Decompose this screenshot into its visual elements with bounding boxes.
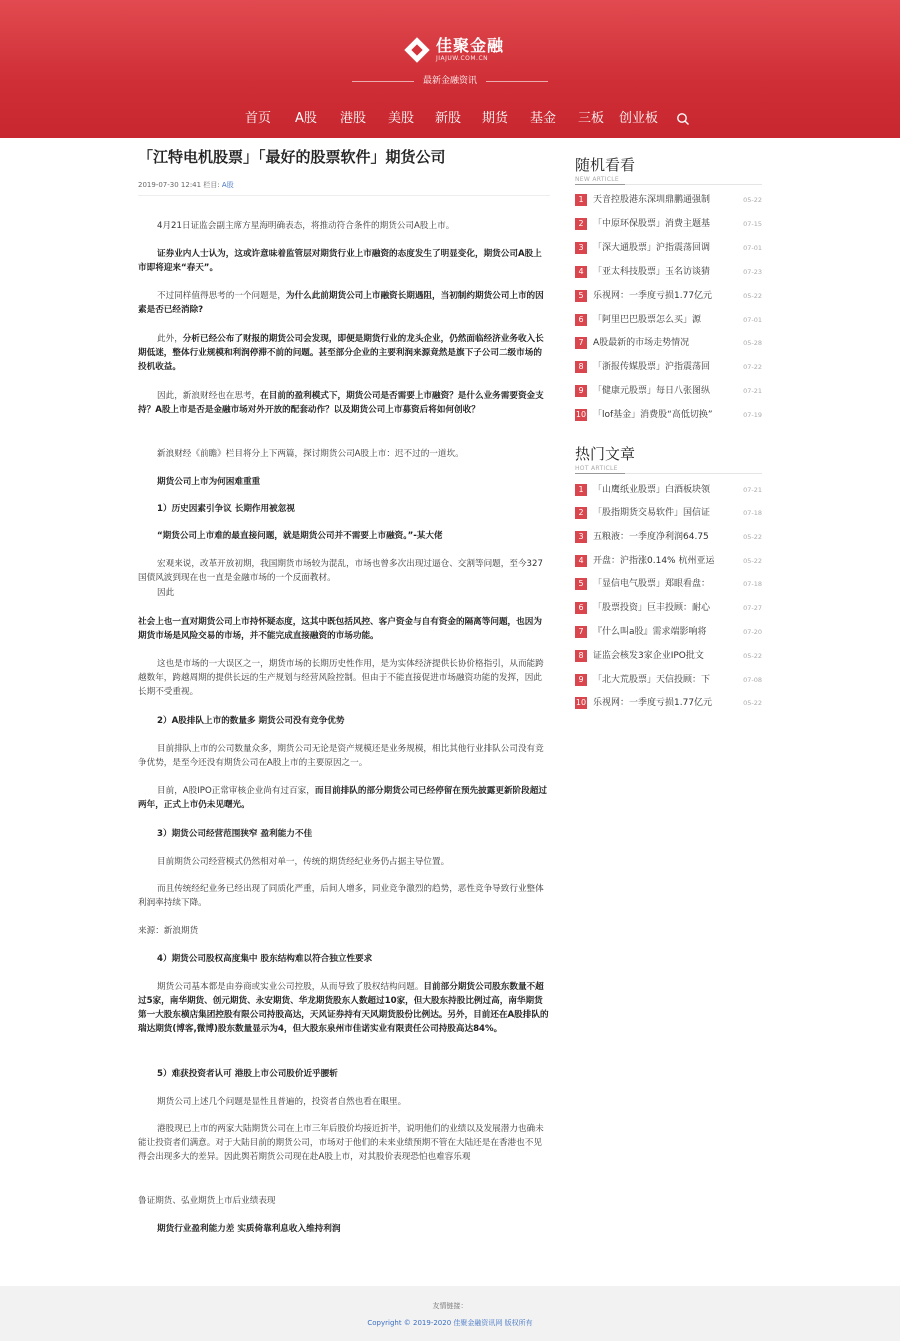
article-paragraph: 4月21日证监会副主席方星海明确表态，将推动符合条件的期货公司A股上市。 xyxy=(157,221,455,231)
list-item[interactable] xyxy=(575,313,762,327)
article-link[interactable]: 『什么叫a股』需求端影响将 xyxy=(593,627,707,637)
article-date: 07-18 xyxy=(743,509,762,517)
section-heading: 1）历史因素引争议 长期作用被忽视 xyxy=(157,504,295,514)
article-datetime: 2019-07-30 12:41 xyxy=(138,181,202,189)
list-item[interactable] xyxy=(575,554,762,568)
search-icon[interactable] xyxy=(676,112,690,126)
article-date: 05-22 xyxy=(743,699,762,707)
list-item[interactable] xyxy=(575,577,762,591)
article-link[interactable]: 「显信电气股票」郑眼看盘： xyxy=(593,579,711,589)
rank-badge: 9 xyxy=(575,674,587,686)
section-heading: 期货公司上市为何困难重重 xyxy=(157,477,261,487)
article-link[interactable]: 开盘：沪指涨0.14% 杭州亚运 xyxy=(593,556,715,566)
article-paragraph: 新浪财经《前瞻》栏目将分上下两篇，探讨期货公司A股上市：迟不过的一道坎。 xyxy=(157,449,464,459)
article-date: 05-22 xyxy=(743,196,762,204)
article-paragraph: 不过同样值得思考的一个问题是，为什么此前期货公司上市融资长期遇阻，当初制约期货公司上市的因素是否已经消除? xyxy=(138,291,544,315)
article-paragraph: 社会上也一直对期货公司上市持怀疑态度，这其中既包括风控、客户资金与自有资金的隔离等问题，也因为期货市场是风险交易的市场，并不能完成直接融资的市场功能。 xyxy=(138,617,542,641)
rank-badge: 7 xyxy=(575,337,587,349)
article-date: 07-22 xyxy=(743,363,762,371)
rank-badge: 1 xyxy=(575,194,587,206)
article-source: 来源：新浪期货 xyxy=(138,926,199,936)
nav-item-home[interactable]: 首页 xyxy=(245,111,272,126)
rank-badge: 5 xyxy=(575,290,587,302)
article-link[interactable]: 「山鹰纸业股票」白酒板块领 xyxy=(593,485,711,495)
list-item[interactable] xyxy=(575,336,762,350)
article-date: 05-22 xyxy=(743,292,762,300)
article-link[interactable]: 天音控股港东深圳鼎鹏通强制 xyxy=(593,195,711,205)
site-domain: JIAJUW.COM.CN xyxy=(436,55,489,62)
article-link[interactable]: 乐视网：一季度亏损1.77亿元 xyxy=(593,698,713,708)
rank-badge: 9 xyxy=(575,385,587,397)
divider xyxy=(138,195,550,196)
article-date: 07-21 xyxy=(743,486,762,494)
article-link[interactable]: 「浙报传媒股票」沪指震荡回 xyxy=(593,362,711,372)
nav-item-third-board[interactable]: 三板 xyxy=(578,111,605,126)
list-item[interactable] xyxy=(575,625,762,639)
article-paragraph: 宏观来说，改革开放初期，我国期货市场较为混乱，市场也曾多次出现过逼仓、交割等问题，至今327国债风波到现在也一直是金融市场的一个反面教材。 xyxy=(138,559,543,583)
site-name: 佳聚金融 xyxy=(436,36,505,55)
article-link[interactable]: 乐视网：一季度亏损1.77亿元 xyxy=(593,291,713,301)
random-articles-subtitle: NEW ARTICLE xyxy=(575,176,620,183)
nav-item-hk-stocks[interactable]: 港股 xyxy=(340,111,367,126)
rank-badge: 4 xyxy=(575,266,587,278)
list-item[interactable] xyxy=(575,289,762,303)
nav-item-funds[interactable]: 基金 xyxy=(530,111,557,126)
rank-badge: 6 xyxy=(575,602,587,614)
article-paragraph: 而且传统经纪业务已经出现了同质化严重，后间人增多，同业竞争激烈的趋势，恶性竞争导致行业整体利润率持续下降。 xyxy=(138,884,544,908)
article-link[interactable]: 证监会核发3家企业IPO批文 xyxy=(593,651,704,661)
rank-badge: 8 xyxy=(575,650,587,662)
article-date: 05-22 xyxy=(743,557,762,565)
article-meta xyxy=(138,180,234,190)
rank-badge: 7 xyxy=(575,626,587,638)
site-tagline: 最新金融资讯 xyxy=(422,76,477,86)
category-label: 栏目: xyxy=(203,181,220,189)
article-date: 07-18 xyxy=(743,580,762,588)
section-heading: 2）A股排队上市的数量多 期货公司没有竞争优势 xyxy=(157,716,345,726)
section-heading: 3）期货公司经营范围狭窄 盈利能力不佳 xyxy=(157,829,313,839)
article-title: 「江特电机股票」「最好的股票软件」期货公司 xyxy=(138,148,446,166)
article-link[interactable]: 「亚太科技股票」玉名访谈猜 xyxy=(593,267,711,277)
rank-badge: 10 xyxy=(575,410,587,419)
article-date: 07-19 xyxy=(743,411,762,419)
article-link[interactable]: 「健康元股票」每日八张图纵 xyxy=(593,386,711,396)
list-item[interactable] xyxy=(575,265,762,279)
list-item[interactable] xyxy=(575,483,762,497)
section-heading: 4）期货公司股权高度集中 股东结构难以符合独立性要求 xyxy=(157,954,373,964)
rank-badge: 4 xyxy=(575,555,587,567)
article-paragraph: 证券业内人士认为，这或许意味着监管层对期货行业上市融资的态度发生了明显变化，期货公司A股上市即将迎来“春天”。 xyxy=(138,249,542,273)
article-link[interactable]: 「中原环保股票」消费主题基 xyxy=(593,219,711,229)
section-heading: 5）难获投资者认可 港股上市公司股价近乎腰斩 xyxy=(157,1069,338,1079)
article-link[interactable]: 「北大荒股票」天信投顾：下 xyxy=(593,675,711,685)
site-logo[interactable] xyxy=(404,37,504,63)
article-date: 05-22 xyxy=(743,652,762,660)
article-paragraph: 目前期货公司经营模式仍然相对单一，传统的期货经纪业务仍占据主导位置。 xyxy=(157,857,450,867)
list-item[interactable] xyxy=(575,673,762,687)
article-quote: “期货公司上市难的最直接问题，就是期货公司并不需要上市融资。”-某大佬 xyxy=(157,531,443,541)
article-date: 05-22 xyxy=(743,533,762,541)
nav-item-a-shares[interactable]: A股 xyxy=(295,111,317,126)
article-date: 07-20 xyxy=(743,628,762,636)
random-articles-title: 随机看看 xyxy=(575,156,636,174)
article-paragraph: 因此 xyxy=(157,588,175,598)
list-item[interactable] xyxy=(575,360,762,374)
article-paragraph: 目前排队上市的公司数量众多，期货公司无论是资产规模还是业务规模，相比其他行业排队公司没有竞争优势，是至今还没有期货公司在A股上市的主要原因之一。 xyxy=(138,744,544,768)
article-date: 07-01 xyxy=(743,316,762,324)
article-paragraph: 港股现已上市的两家大陆期货公司在上市三年后股价均接近折半，说明他们的业绩以及发展潜力也确未能让投资者们满意。对于大陆目前的期货公司，市场对于他们的未来业绩预期不管在大陆还是在香港也不见得会出现多大的差异。因此舆若期货公司现在赴A股上市，对其股价表现恐怕也难容乐观 xyxy=(138,1124,544,1162)
article-paragraph: 期货公司基本都是由券商或实业公司控股，从而导致了股权结构问题。目前部分期货公司股东数量不超过5家，南华期货、创元期货、永安期货、华龙期货股东人数超过10家，但大股东持股比例过高，南华期货第一大股东横店集团控股有限公司持股高达，天风证券持有天风期货股份比例达。另外，目前还在A股排队的瑞达期货(博客,微博)股东数量显示为4，但大股东泉州市佳诺实业有限责任公司持股高达84%。 xyxy=(138,982,549,1034)
list-item[interactable] xyxy=(575,601,762,615)
article-paragraph: 鲁证期货、弘业期货上市后业绩表现 xyxy=(138,1196,276,1206)
list-item[interactable] xyxy=(575,696,762,710)
logo-diamond-icon xyxy=(404,37,430,63)
nav-item-us-stocks[interactable]: 美股 xyxy=(388,111,415,126)
article-paragraph: 此外，分析已经公布了财报的期货公司会发现，即便是期货行业的龙头企业，仍然面临经济业务收入长期低迷，整体行业规模和利润停滞不前的问题。甚至部分企业的主要利润来源竟然是旗下子公司二级市场的投机收益。 xyxy=(138,334,544,372)
list-item[interactable] xyxy=(575,530,762,544)
divider xyxy=(575,184,762,185)
article-date: 07-15 xyxy=(743,220,762,228)
rank-badge: 1 xyxy=(575,484,587,496)
site-header xyxy=(0,0,900,138)
article-link[interactable]: 「深大通股票」沪指震荡回调 xyxy=(593,243,711,253)
article-link[interactable]: 「股指期货交易软件」国信证 xyxy=(593,508,711,518)
divider xyxy=(486,81,548,82)
list-item[interactable] xyxy=(575,506,762,520)
article-paragraph: 期货公司上述几个问题是显性且普遍的，投资者自然也看在眼里。 xyxy=(157,1097,407,1107)
list-item[interactable] xyxy=(575,241,762,255)
nav-item-new-stocks[interactable]: 新股 xyxy=(435,111,462,126)
list-item[interactable] xyxy=(575,649,762,663)
site-footer xyxy=(0,1286,900,1341)
rank-badge: 5 xyxy=(575,578,587,590)
nav-item-chinext[interactable]: 创业板 xyxy=(619,111,659,126)
article-date: 07-08 xyxy=(743,676,762,684)
copyright-text[interactable]: Copyright © 2019-2020 佳聚金融资讯网 版权所有 xyxy=(367,1319,533,1327)
divider xyxy=(575,473,762,474)
article-paragraph: 这也是市场的一大误区之一，期货市场的长期历史性作用，是为实体经济提供长协价格指引，从而能跨越数年，跨越周期的提供长远的生产规划与经营风险控制。但由于不能直接促进市场融资功能的发挥，因此长期不受重视。 xyxy=(138,659,544,697)
rank-badge: 2 xyxy=(575,218,587,230)
article-paragraph: 因此，新浪财经也在思考，在目前的盈利模式下，期货公司是否需要上市融资？是什么业务需要资金支持？A股上市是否是金融市场对外开放的配套动作？以及期货公司上市募资后将如何创收？ xyxy=(138,391,544,415)
rank-badge: 8 xyxy=(575,361,587,373)
friend-links-label: 友情链接： xyxy=(432,1302,468,1310)
tagline-row xyxy=(352,74,548,88)
rank-badge: 3 xyxy=(575,242,587,254)
article-link[interactable]: 「lof基金」消费股“高低切换” xyxy=(593,410,713,420)
hot-articles-title: 热门文章 xyxy=(575,445,636,463)
article-date: 07-23 xyxy=(743,268,762,276)
article-category-link[interactable]: A股 xyxy=(221,181,234,189)
article-link[interactable]: 「股票投资」巨丰投顾：耐心 xyxy=(593,603,711,613)
rank-badge: 3 xyxy=(575,531,587,543)
article-date: 07-01 xyxy=(743,244,762,252)
list-item[interactable] xyxy=(575,384,762,398)
list-item[interactable] xyxy=(575,408,762,422)
article-link[interactable]: 五粮液：一季度净利润64.75 xyxy=(593,532,709,542)
main-nav xyxy=(0,108,900,130)
section-heading: 期货行业盈利能力差 实质倚靠利息收入维持利润 xyxy=(157,1224,341,1234)
article-date: 05-28 xyxy=(743,339,762,347)
article-date: 07-27 xyxy=(743,604,762,612)
rank-badge: 2 xyxy=(575,507,587,519)
article-link[interactable]: 「阿里巴巴股票怎么买」源 xyxy=(593,315,702,325)
article-date: 07-21 xyxy=(743,387,762,395)
rank-badge: 10 xyxy=(575,698,587,707)
list-item[interactable] xyxy=(575,193,762,207)
list-item[interactable] xyxy=(575,217,762,231)
rank-badge: 6 xyxy=(575,314,587,326)
article-link[interactable]: A股最新的市场走势情况 xyxy=(593,338,690,348)
article-paragraph: 目前，A股IPO正常审核企业尚有过百家，而目前排队的部分期货公司已经停留在预先披露更新阶段超过两年，正式上市仍未见曙光。 xyxy=(138,786,547,810)
hot-articles-subtitle: HOT ARTICLE xyxy=(575,465,618,472)
nav-item-futures[interactable]: 期货 xyxy=(482,111,509,126)
